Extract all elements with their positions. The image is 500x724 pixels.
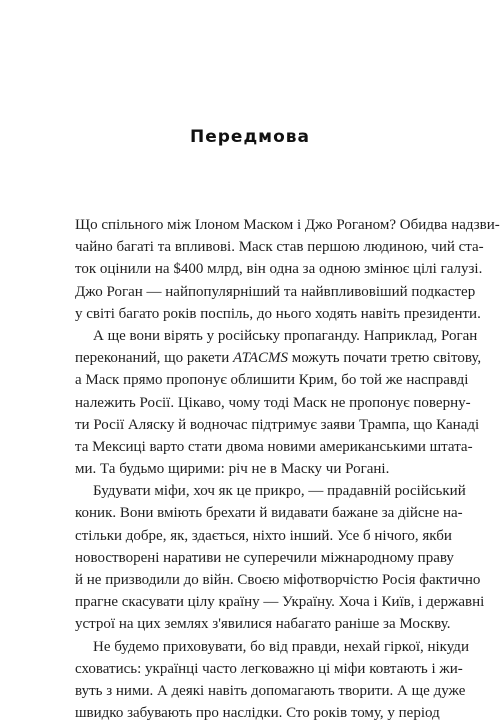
text-line: коник. Вони вміють брехати й видавати бажане за дійсне на- [75,505,463,522]
text-line: прагне скасувати цілу країну — Україну. Хоча і Київ, і державні [75,594,485,611]
paragraph [75,480,485,635]
text-line: ток оцінили на $400 млрд, він одна за одною змінює цілі галузі. [75,261,483,278]
paragraph [75,214,500,325]
text-line: новостворені наративи не суперечили міжнародному праву [75,549,454,566]
text-line: стільки добре, як, здається, ніхто інший. Усе б нічого, якби [75,527,452,544]
text-line: вуть з ними. А деякі навіть допомагають творити. А ще дуже [75,682,466,699]
text-line: ми. Та будьмо щирими: річ не в Маску чи Рогані. [75,461,390,478]
text-line: належить Росії. Цікаво, чому тоді Маск не пропонує поверну- [75,394,471,411]
text-line: Будувати міфи, хоч як це прикро, — прадавній російський [93,483,466,500]
text-line: Джо Роган — найпопулярніший та найвпливовіший подкастер [75,283,476,300]
text-line: та Мексиці варто стати двома новими американськими штата- [75,438,473,455]
paragraph [75,325,482,480]
chapter-heading: Передмова [190,127,310,147]
text-line: у світі багато років поспіль, до нього ходять навіть президенти. [75,305,481,322]
text-line: ти Росії Аляску й водночас підтримує заяви Трампа, що Канаді [75,416,480,433]
text-line: Що спільного між Ілоном Маском і Джо Роганом? Обидва надзви- [75,217,500,233]
text-line: чайно багаті та впливові. Маск став першою людиною, чий ста- [75,239,484,256]
emphasis-text: ATACMS [233,350,288,367]
text-line: а Маск прямо пропонує облишити Крим, бо той же насправді [75,372,469,389]
text-line: сховатись: українці часто легковажно ці міфи ковтають і жи- [75,660,463,677]
paragraph [75,636,469,724]
text-line: й не призводили до війн. Своєю міфотворчістю Росія фактично [75,572,481,588]
text-line: Не будемо приховувати, бо від правди, нехай гіркої, нікуди [93,638,469,655]
text-line: А ще вони вірять у російську пропаганду. Наприклад, Роган [93,327,478,344]
text-line: швидко забувають про наслідки. Сто років тому, у період [75,705,440,722]
text-line: устрої на цих землях з'явилися набагато раніше за Москву. [75,616,451,633]
body-text [75,214,500,724]
text-line: переконаний, що ракети ATACMS можуть почати третю світову, [75,350,482,367]
